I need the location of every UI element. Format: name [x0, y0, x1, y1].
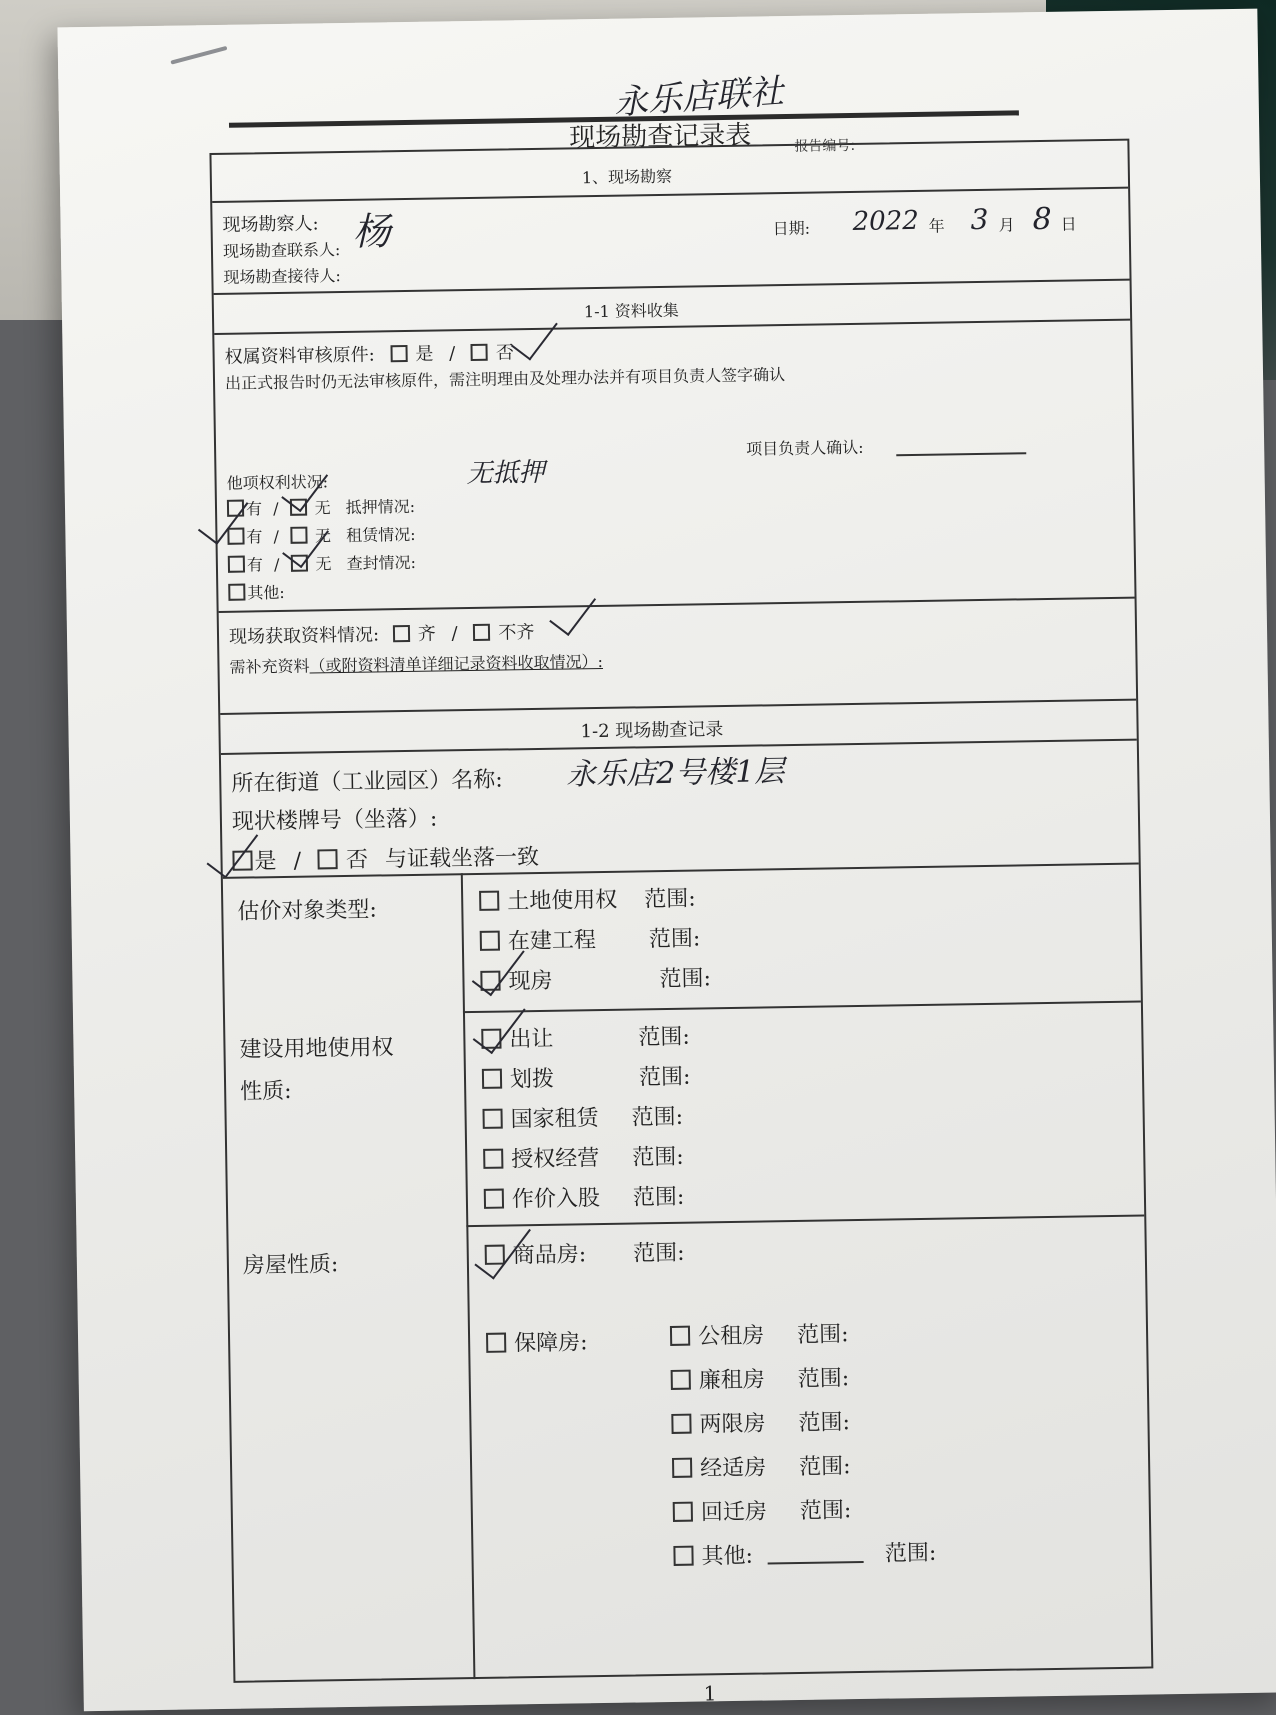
mortgage-yes-label: 有: [245, 499, 263, 519]
ownership-yes-label: 是: [415, 343, 434, 365]
divider: [220, 699, 1136, 715]
other-housing-blank[interactable]: [768, 1561, 864, 1565]
other-housing-label: 其他:: [701, 1543, 754, 1570]
page-number: 1: [703, 1681, 717, 1706]
land-right-allocation: [482, 1060, 691, 1094]
affordable-label: 保障房:: [513, 1330, 588, 1357]
allocation-scope: 范围:: [638, 1064, 691, 1091]
limited-price-scope: 范围:: [798, 1410, 851, 1436]
public-rent-label: 公租房: [697, 1323, 765, 1350]
equity-scope: 范围:: [632, 1184, 685, 1211]
incomplete-label: 不齐: [498, 622, 535, 644]
consistency-no-checkbox[interactable]: [318, 849, 338, 869]
limited-price-checkbox[interactable]: [671, 1414, 691, 1434]
object-type-label: 估价对象类型:: [237, 897, 377, 925]
other-rights-note: 无抵押: [466, 457, 545, 490]
divider: [219, 597, 1135, 613]
relocation-label: 回迁房: [700, 1499, 768, 1526]
land-right-equity: [484, 1180, 685, 1214]
object-type-existing: [480, 961, 711, 996]
confirm-label: 项目负责人确认:: [746, 437, 864, 459]
divider: [463, 1001, 1141, 1014]
supplement-row: [229, 649, 603, 678]
transfer-label: 出让: [509, 1026, 554, 1053]
land-use-checkbox[interactable]: [479, 891, 499, 911]
affordable-relocation: [673, 1493, 852, 1527]
complete-label: 齐: [417, 623, 436, 645]
land-right-state-lease: [482, 1100, 683, 1134]
affordable-checkbox[interactable]: [486, 1333, 506, 1353]
seizure-yes-label: 有: [246, 555, 264, 575]
column-divider: [461, 873, 476, 1679]
authorized-label: 授权经营: [511, 1146, 600, 1173]
building-no-label: 现状楼牌号（坐落）:: [231, 806, 438, 835]
construction-label: 在建工程: [507, 928, 597, 955]
checkmark: [549, 585, 596, 636]
relocation-scope: 范围:: [799, 1498, 852, 1524]
ownership-yes-checkbox[interactable]: [390, 345, 407, 362]
form-title: 现场勘查记录表: [569, 120, 752, 154]
divider: [214, 279, 1130, 295]
lease-no-label: 无: [314, 526, 332, 546]
onsite-row: 现场获取资料情况: 齐 / 不齐: [228, 622, 535, 648]
onsite-label: 现场获取资料情况:: [228, 624, 380, 648]
low-rent-label: 廉租房: [698, 1367, 765, 1394]
checkmark: [511, 309, 558, 360]
section-1-2-heading: 1-2 现场勘查记录: [580, 719, 724, 743]
right-row-lease: 有 / 无 租赁情况:: [227, 522, 415, 548]
divider: [212, 187, 1128, 203]
divider: [214, 319, 1130, 335]
equity-checkbox[interactable]: [484, 1189, 504, 1209]
mortgage-no-label: 无: [314, 498, 331, 518]
month-label: 月: [998, 215, 1015, 235]
paper-sheet: [57, 9, 1276, 1712]
affordable-row: [486, 1325, 588, 1358]
affordable-low-rent: [671, 1361, 850, 1395]
other-label: 其他:: [247, 582, 285, 603]
mortgage-label: 抵押情况:: [345, 496, 416, 517]
public-rent-checkbox[interactable]: [670, 1326, 690, 1346]
affordable-economic: [672, 1449, 851, 1483]
existing-house-label: 现房: [508, 968, 553, 995]
land-use-label: 土地使用权: [507, 887, 618, 915]
house-nature-label: 房屋性质:: [242, 1252, 339, 1279]
incomplete-checkbox[interactable]: [473, 624, 490, 641]
supplement-label: 需补充资料: [229, 656, 310, 677]
low-rent-checkbox[interactable]: [671, 1370, 691, 1390]
street-label: 所在街道（工业园区）名称:: [231, 767, 503, 797]
report-number-label: 报告编号:: [794, 137, 856, 155]
ownership-no-label: 否: [495, 342, 515, 364]
commercial-scope: 范围:: [633, 1240, 685, 1267]
date-label: 日期:: [772, 218, 811, 239]
consistency-label: 与证载坐落一致: [384, 844, 540, 873]
land-right-authorized: [483, 1140, 684, 1174]
equity-label: 作价入股: [511, 1186, 601, 1213]
ownership-label: 权属资料审核原件: 是 / 否: [224, 342, 515, 368]
seizure-yes-checkbox[interactable]: [228, 556, 245, 573]
date-day: 8: [1032, 201, 1052, 238]
street-value: 永乐店2号楼1层: [565, 754, 785, 793]
complete-checkbox[interactable]: [393, 625, 410, 642]
economic-label: 经适房: [699, 1455, 767, 1482]
receiver-label: 现场勘查接待人:: [223, 266, 341, 287]
inspector-signature: 杨: [352, 209, 392, 254]
low-rent-scope: 范围:: [797, 1366, 850, 1392]
state-lease-label: 国家租赁: [510, 1106, 599, 1133]
year-label: 年: [928, 216, 945, 236]
divider: [466, 1215, 1144, 1228]
seizure-label: 查封情况:: [346, 552, 417, 573]
consistency-row: 是 / 否 与证载坐落一致: [232, 840, 539, 876]
other-rights-label: 他项权利状况:: [226, 472, 329, 493]
affordable-public-rent: [670, 1317, 849, 1351]
staple: [170, 46, 227, 65]
consistency-yes-label: 是: [254, 849, 277, 875]
allocation-label: 划拨: [509, 1066, 555, 1093]
relocation-checkbox[interactable]: [673, 1502, 693, 1522]
affordable-limited: [671, 1405, 850, 1439]
inspection-form: [209, 139, 1153, 1683]
seizure-no-label: 无: [315, 554, 332, 574]
date-year: 2022: [852, 205, 919, 237]
economic-checkbox[interactable]: [672, 1458, 692, 1478]
handwritten-note: 永乐店联社: [612, 71, 785, 124]
state-lease-checkbox[interactable]: [482, 1109, 502, 1129]
inspector-label: 现场勘察人:: [222, 213, 319, 236]
ownership-note: 出正式报告时仍无法审核原件，需注明理由及处理办法并有项目负责人签字确认: [224, 365, 786, 393]
other-housing-checkbox[interactable]: [673, 1546, 693, 1566]
other-checkbox[interactable]: [228, 584, 245, 601]
land-right-label-2: 性质:: [239, 1078, 292, 1105]
contact-label: 现场勘查联系人:: [222, 240, 341, 261]
section-1-1-heading: 1-1 资料收集: [583, 300, 679, 322]
land-right-label-1: 建设用地使用权: [239, 1035, 394, 1063]
section-1-heading: 1、现场勘察: [581, 166, 673, 188]
construction-scope: 范围:: [648, 926, 701, 953]
object-type-land: [479, 882, 696, 916]
confirm-signature-line: [896, 452, 1026, 456]
authorized-scope: 范围:: [632, 1144, 684, 1171]
other-row: [228, 580, 285, 604]
right-row-mortgage: 有 / 无 抵押情况:: [227, 494, 415, 520]
day-label: 日: [1060, 214, 1077, 234]
consistency-no-label: 否: [345, 847, 369, 873]
transfer-scope: 范围:: [638, 1024, 691, 1051]
ownership-label-text: 权属资料审核原件:: [224, 344, 375, 368]
public-rent-scope: 范围:: [796, 1322, 849, 1348]
lease-yes-checkbox[interactable]: [227, 528, 244, 545]
land-use-scope: 范围:: [644, 886, 696, 913]
authorized-checkbox[interactable]: [483, 1149, 503, 1169]
lease-yes-label: 有: [246, 527, 263, 547]
existing-house-scope: 范围:: [659, 966, 712, 993]
other-housing-scope: 范围:: [884, 1540, 937, 1567]
lease-label: 租赁情况:: [346, 524, 416, 545]
limited-price-label: 两限房: [699, 1411, 766, 1438]
supplement-note: （或附资料清单详细记录资料收取情况）:: [309, 651, 604, 676]
allocation-checkbox[interactable]: [482, 1069, 502, 1089]
state-lease-scope: 范围:: [631, 1104, 684, 1131]
economic-scope: 范围:: [798, 1454, 851, 1480]
commercial-label: 商品房:: [512, 1242, 587, 1269]
date-month: 3: [970, 202, 989, 237]
affordable-other: [673, 1536, 936, 1571]
ownership-no-checkbox[interactable]: [471, 344, 488, 361]
right-row-seizure: 有 / 无 查封情况:: [228, 550, 416, 576]
